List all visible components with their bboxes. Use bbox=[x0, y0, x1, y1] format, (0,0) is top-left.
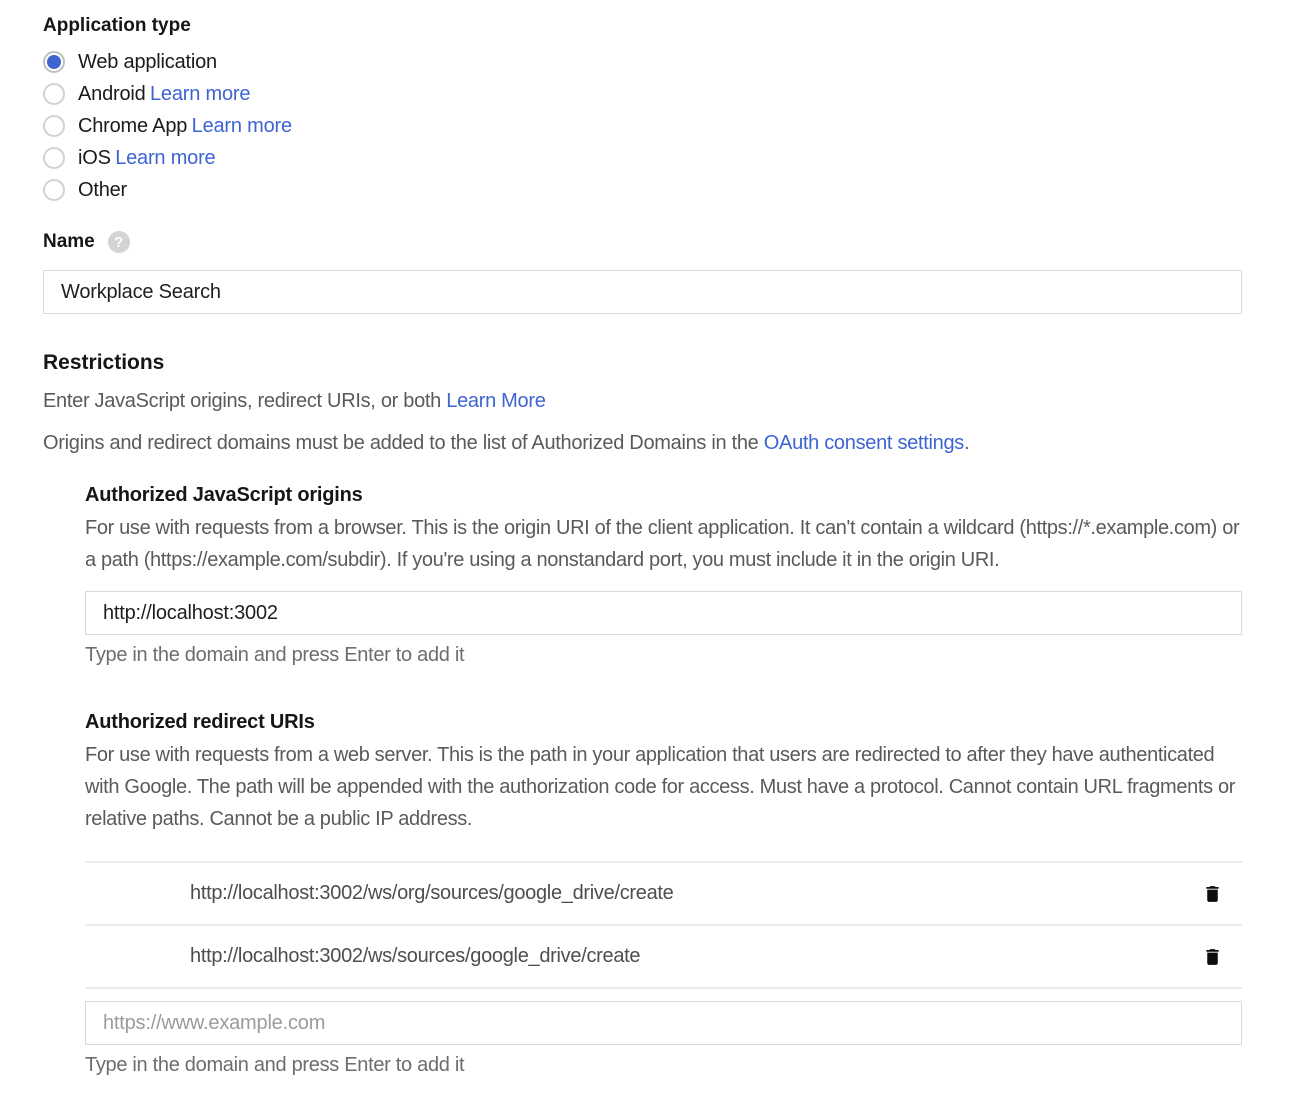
restrictions-intro bbox=[43, 390, 1242, 413]
authorized-domains-note bbox=[43, 432, 1242, 455]
radio-button-icon[interactable] bbox=[43, 115, 65, 137]
restrictions-learn-more-link[interactable]: Learn More bbox=[446, 390, 546, 412]
authorized-domains-note-text: Origins and redirect domains must be added to the list of Authorized Domains in the bbox=[43, 432, 759, 454]
js-origin-input[interactable] bbox=[85, 591, 1242, 635]
js-origins-heading: Authorized JavaScript origins bbox=[85, 484, 363, 506]
radio-option-label: Chrome App bbox=[78, 114, 188, 137]
redirect-uris-description: For use with requests from a web server. This is the path in your application that users are redirected to after they have authenticated with Google. The path will be appended with the authorization code for access. Must have a protocol. Cannot contain URL fragments or relative paths. Cannot be a public IP address. bbox=[85, 744, 1236, 830]
authorized-domains-note-suffix: . bbox=[963, 432, 970, 454]
redirect-uris-heading: Authorized redirect URIs bbox=[85, 711, 315, 733]
js-origins-section bbox=[85, 484, 1242, 667]
radio-option-android[interactable] bbox=[43, 78, 1242, 110]
delete-uri-button[interactable] bbox=[1200, 881, 1224, 907]
name-field-header bbox=[43, 231, 1242, 253]
oauth-consent-settings-link[interactable]: OAuth consent settings bbox=[763, 432, 964, 454]
radio-option-label: iOS bbox=[78, 146, 111, 169]
name-label: Name bbox=[43, 231, 95, 252]
chrome-app-learn-more-link[interactable]: Learn more bbox=[191, 114, 292, 137]
radio-option-other[interactable] bbox=[43, 174, 1242, 206]
ios-learn-more-link[interactable]: Learn more bbox=[115, 146, 216, 169]
js-origin-helper-text: Type in the domain and press Enter to add it bbox=[85, 644, 465, 666]
radio-button-selected-icon[interactable] bbox=[43, 51, 65, 73]
radio-button-icon[interactable] bbox=[43, 179, 65, 201]
redirect-uri-row bbox=[85, 861, 1242, 924]
application-type-label: Application type bbox=[43, 15, 191, 36]
redirect-uri-input[interactable] bbox=[85, 1001, 1242, 1045]
radio-option-label: Web application bbox=[78, 50, 217, 73]
redirect-uri-value: http://localhost:3002/ws/sources/google_drive/create bbox=[190, 945, 641, 967]
divider bbox=[85, 987, 1242, 989]
trash-icon bbox=[1202, 945, 1223, 969]
redirect-uri-list bbox=[85, 861, 1242, 989]
radio-option-label: Other bbox=[78, 178, 128, 201]
redirect-uri-helper-text: Type in the domain and press Enter to add it bbox=[85, 1054, 465, 1076]
redirect-uri-row bbox=[85, 924, 1242, 987]
restrictions-heading: Restrictions bbox=[43, 351, 165, 374]
delete-uri-button[interactable] bbox=[1200, 944, 1224, 970]
android-learn-more-link[interactable]: Learn more bbox=[150, 82, 251, 105]
radio-option-chrome-app[interactable] bbox=[43, 110, 1242, 142]
redirect-uri-value: http://localhost:3002/ws/org/sources/google_drive/create bbox=[190, 882, 674, 904]
radio-button-icon[interactable] bbox=[43, 147, 65, 169]
restrictions-intro-text: Enter JavaScript origins, redirect URIs, or both bbox=[43, 390, 441, 412]
js-origins-description: For use with requests from a browser. This is the origin URI of the client application. It can't contain a wildcard (https://*.example.com) or a path (https://example.com/subdir). If you're using a nonstandard port, you must include it in the origin URI. bbox=[85, 517, 1240, 571]
redirect-uris-section bbox=[85, 711, 1242, 1077]
radio-option-web-application[interactable] bbox=[43, 46, 1242, 78]
question-mark-icon[interactable]: ? bbox=[108, 231, 130, 253]
client-name-input[interactable] bbox=[43, 270, 1242, 314]
trash-icon bbox=[1202, 882, 1223, 906]
radio-option-ios[interactable] bbox=[43, 142, 1242, 174]
radio-option-label: Android bbox=[78, 82, 146, 105]
radio-button-icon[interactable] bbox=[43, 83, 65, 105]
